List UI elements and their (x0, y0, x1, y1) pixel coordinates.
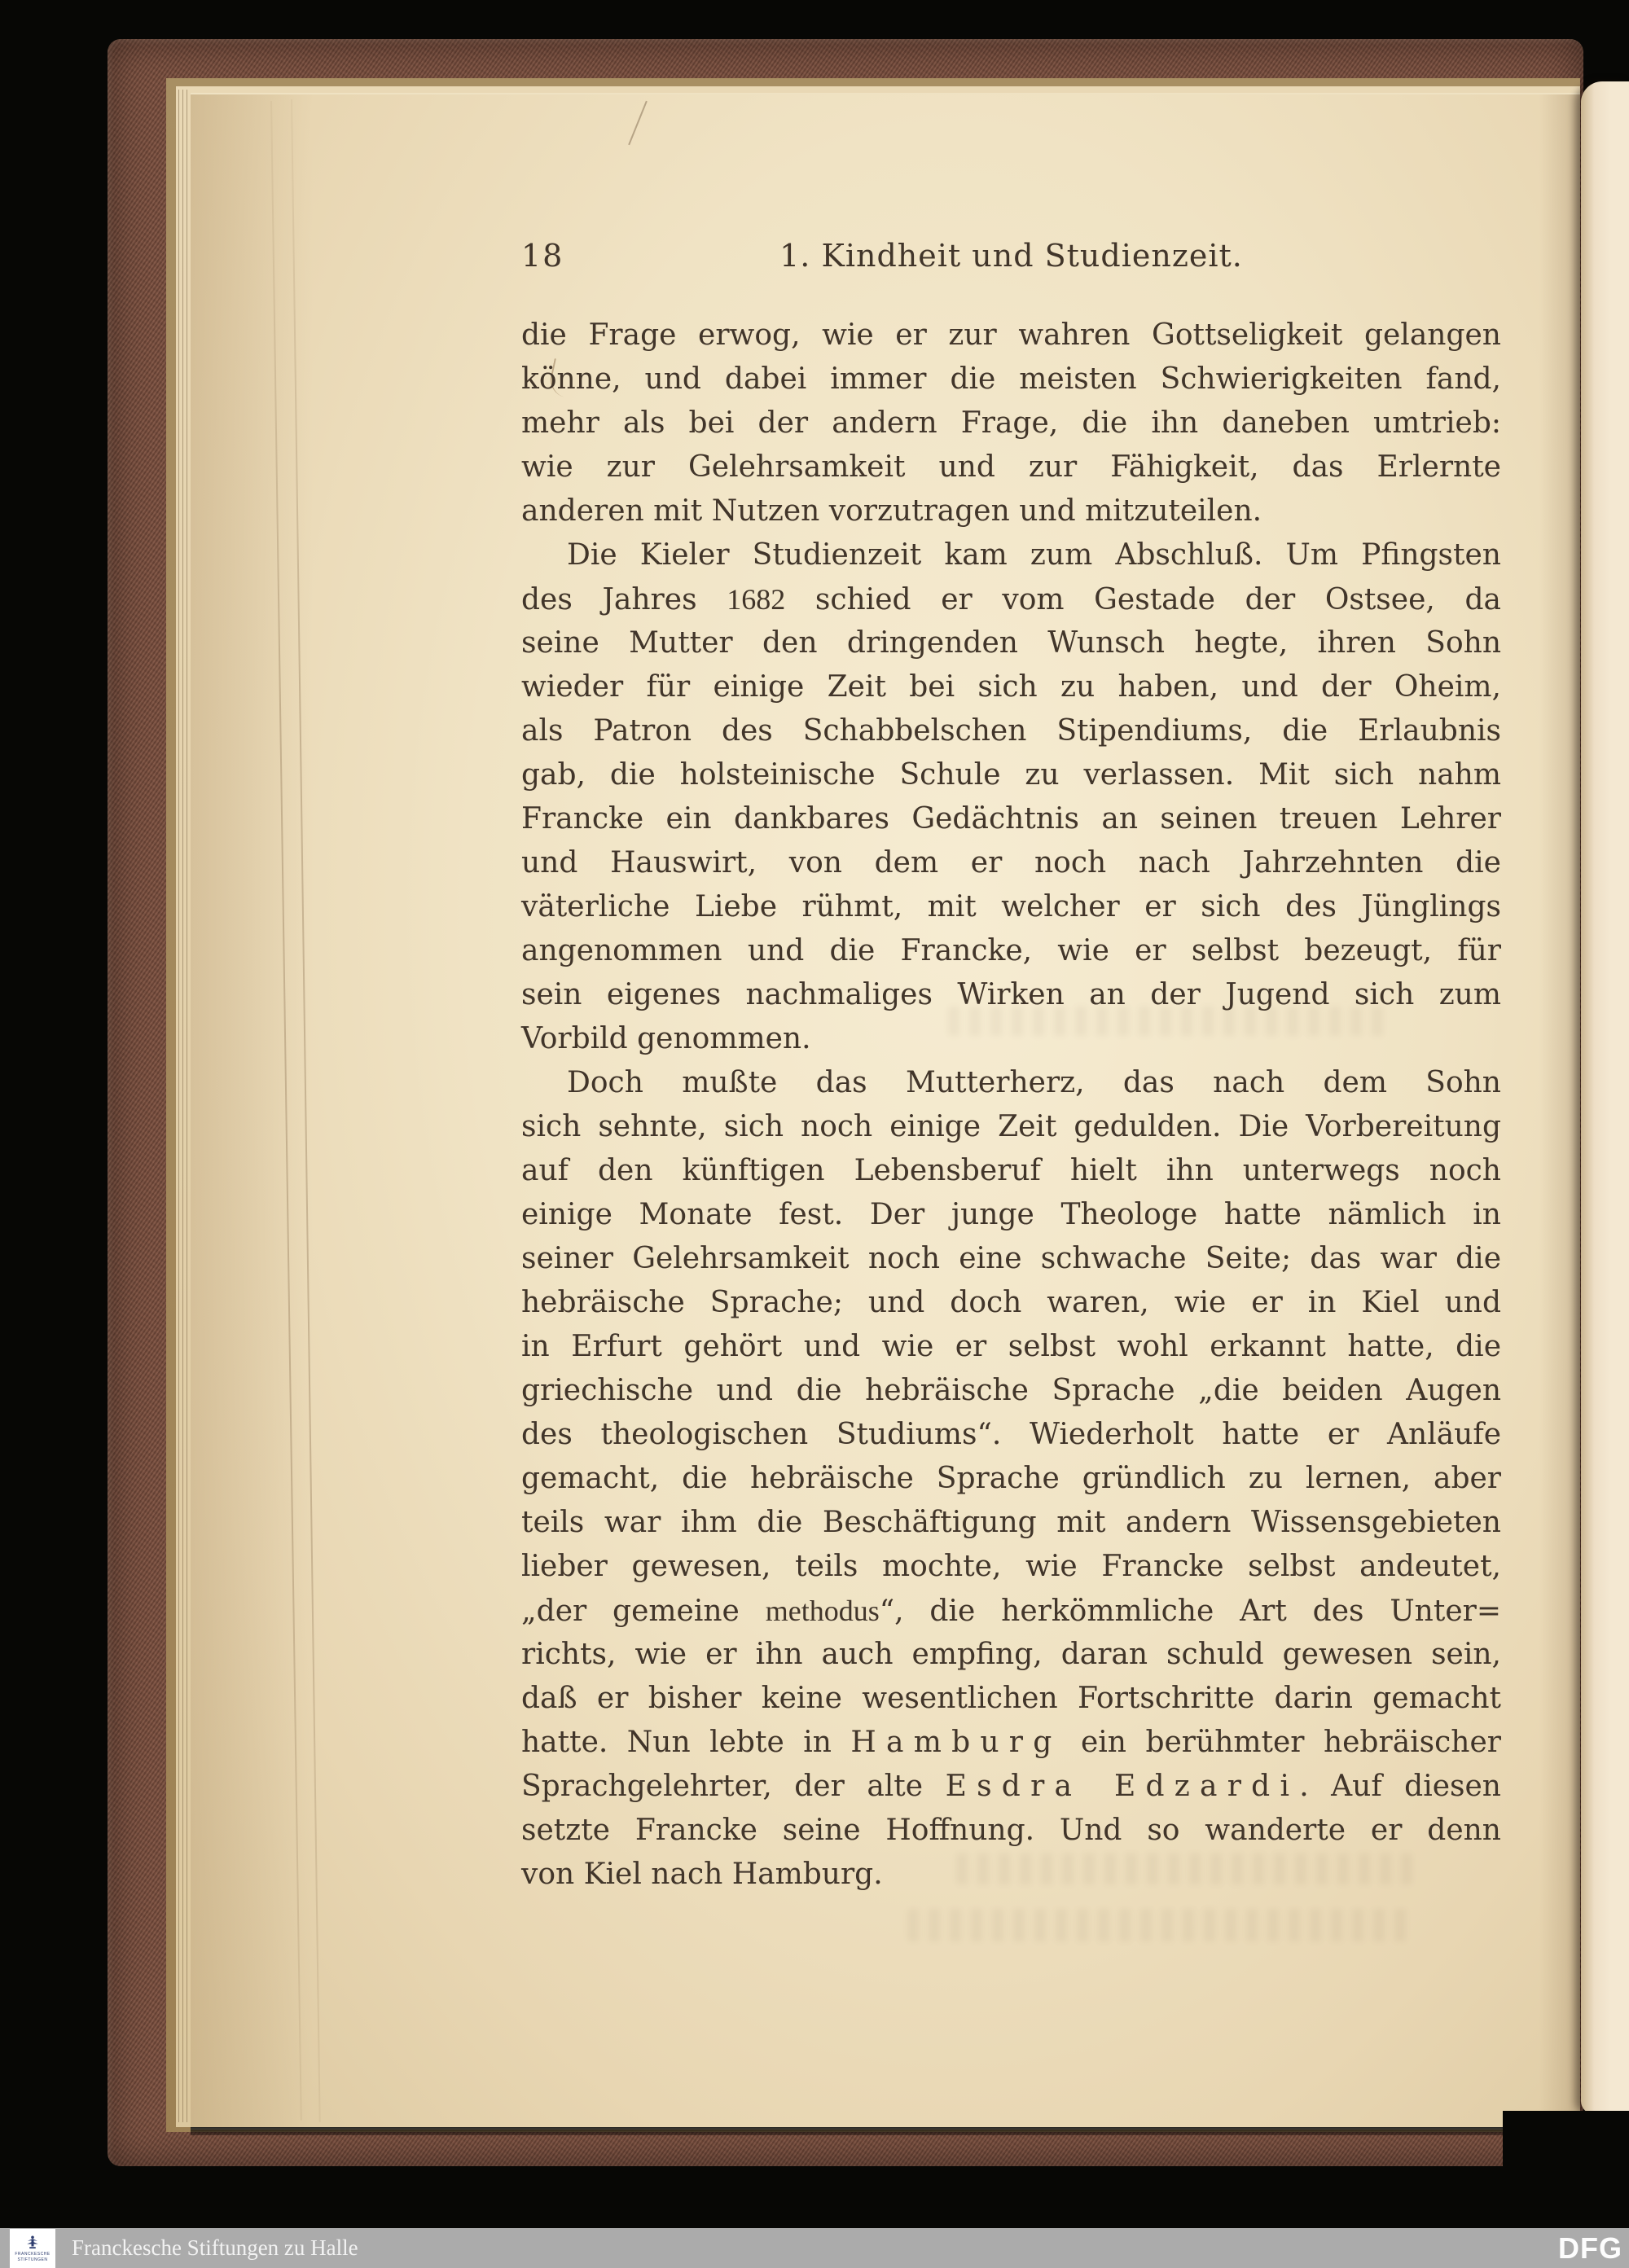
bleed-through-smudge (948, 1007, 1388, 1036)
antiqua-text: 1682 (727, 583, 786, 616)
text-line: angenommen und die Francke, wie er selbst bezeugt, für (521, 934, 1501, 967)
page-number: 18 (521, 238, 564, 274)
logo-text-line1: FRANCKESCHE (15, 2252, 50, 2257)
letterspaced-text: Hamburg (850, 1726, 1062, 1759)
text-line: in Erfurt gehört und wie er selbst wohl erkannt hatte, die (521, 1330, 1501, 1363)
text-line: teils war ihm die Beschäftigung mit andern Wissensgebieten (521, 1506, 1501, 1539)
franckesche-stiftungen-logo (25, 2235, 40, 2251)
bleed-through-smudge (907, 1909, 1412, 1941)
text-line: wieder für einige Zeit bei sich zu haben, und der Oheim, (521, 670, 1501, 704)
text-line: gab, die holsteinische Schule zu verlassen. Mit sich nahm (521, 758, 1501, 792)
page-edge-line (182, 90, 183, 2122)
text-line: lieber gewesen, teils mochte, wie Francke selbst andeutet, (521, 1550, 1501, 1583)
text-line: anderen mit Nutzen vorzutragen und mitzuteilen. (521, 494, 1262, 528)
text-line: hebräische Sprache; und doch waren, wie er in Kiel und (521, 1286, 1501, 1319)
text-line: sich sehnte, sich noch einige Zeit gedulden. Die Vorbereitung (521, 1110, 1501, 1143)
text-line: griechische und die hebräische Sprache „die beiden Augen (521, 1374, 1501, 1407)
text-line: wie zur Gelehrsamkeit und zur Fähigkeit, das Erlernte (521, 450, 1501, 484)
text-line: Die Kieler Studienzeit kam zum Abschluß. Um Pfingsten (567, 538, 1501, 572)
bleed-through-smudge (956, 1853, 1412, 1884)
background-patch (1503, 2111, 1629, 2184)
dfg-logo: DFG (1558, 2231, 1622, 2265)
page-scratch-mark (628, 101, 648, 146)
running-head: 1. Kindheit und Studienzeit. (779, 238, 1243, 274)
text-line: einige Monate fest. Der junge Theologe hatte nämlich in (521, 1198, 1501, 1231)
text-line: Vorbild genommen. (521, 1022, 811, 1055)
text-line: väterliche Liebe rühmt, mit welcher er sich des Jünglings (521, 890, 1501, 923)
book-page (191, 94, 1580, 2127)
page-edge-line (178, 90, 179, 2122)
text-line: des theologischen Studiums“. Wiederholt hatte er Anläufe (521, 1418, 1501, 1451)
text-line: und Hauswirt, von dem er noch nach Jahrzehnten die (521, 846, 1501, 880)
text-line: als Patron des Schabbelschen Stipendiums, die Erlaubnis (521, 714, 1501, 748)
text-line: richts, wie er ihn auch empfing, daran schuld gewesen sein, (521, 1638, 1501, 1671)
text-line: von Kiel nach Hamburg. (521, 1858, 883, 1891)
text-line: Sprachgelehrter, der alte Esdra Edzardi. Auf diesen (521, 1770, 1501, 1803)
text-line: auf den künftigen Lebensberuf hielt ihn unterwegs noch (521, 1154, 1501, 1187)
text-line: könne, und dabei immer die meisten Schwierigkeiten fand, (521, 362, 1501, 396)
text-line: seine Mutter den dringenden Wunsch hegte, ihren Sohn (521, 626, 1501, 660)
text-block (521, 314, 1501, 1897)
next-page-edge (1581, 81, 1629, 2114)
text-line: des Jahres 1682 schied er vom Gestade der Ostsee, da (521, 583, 1501, 616)
text-line: Doch mußte das Mutterherz, das nach dem Sohn (567, 1066, 1501, 1099)
text-line: seiner Gelehrsamkeit noch eine schwache Seite; das war die (521, 1242, 1501, 1275)
text-line: gemacht, die hebräische Sprache gründlich zu lernen, aber (521, 1462, 1501, 1495)
footer-label: Franckesche Stiftungen zu Halle (72, 2235, 358, 2260)
page-crease (270, 101, 302, 2121)
franckesche-logo-box (10, 2229, 55, 2268)
text-line: hatte. Nun lebte in Hamburg ein berühmter hebräischer (521, 1726, 1502, 1759)
text-line: die Frage erwog, wie er zur wahren Gottseligkeit gelangen (521, 318, 1501, 352)
text-line: daß er bisher keine wesentlichen Fortschritte darin gemacht (521, 1682, 1501, 1715)
text-line: setzte Francke seine Hoffnung. Und so wanderte er denn (521, 1814, 1501, 1847)
logo-text-line2: STIFTUNGEN (17, 2257, 48, 2262)
text-line: Francke ein dankbares Gedächtnis an seinen treuen Lehrer (521, 802, 1501, 836)
page-fold-shading (1539, 94, 1580, 2127)
text-line: sein eigenes nachmaliges Wirken an der Jugend sich zum (521, 978, 1501, 1011)
text-line: mehr als bei der andern Frage, die ihn daneben umtrieb: (521, 406, 1501, 440)
text-line: „der gemeine methodus“, die herkömmliche Art des Unter= (521, 1595, 1501, 1628)
antiqua-text: methodus (765, 1595, 880, 1627)
letterspaced-text: Esdra Edzardi (945, 1770, 1300, 1803)
page-bottom-shadow (191, 2127, 1585, 2135)
